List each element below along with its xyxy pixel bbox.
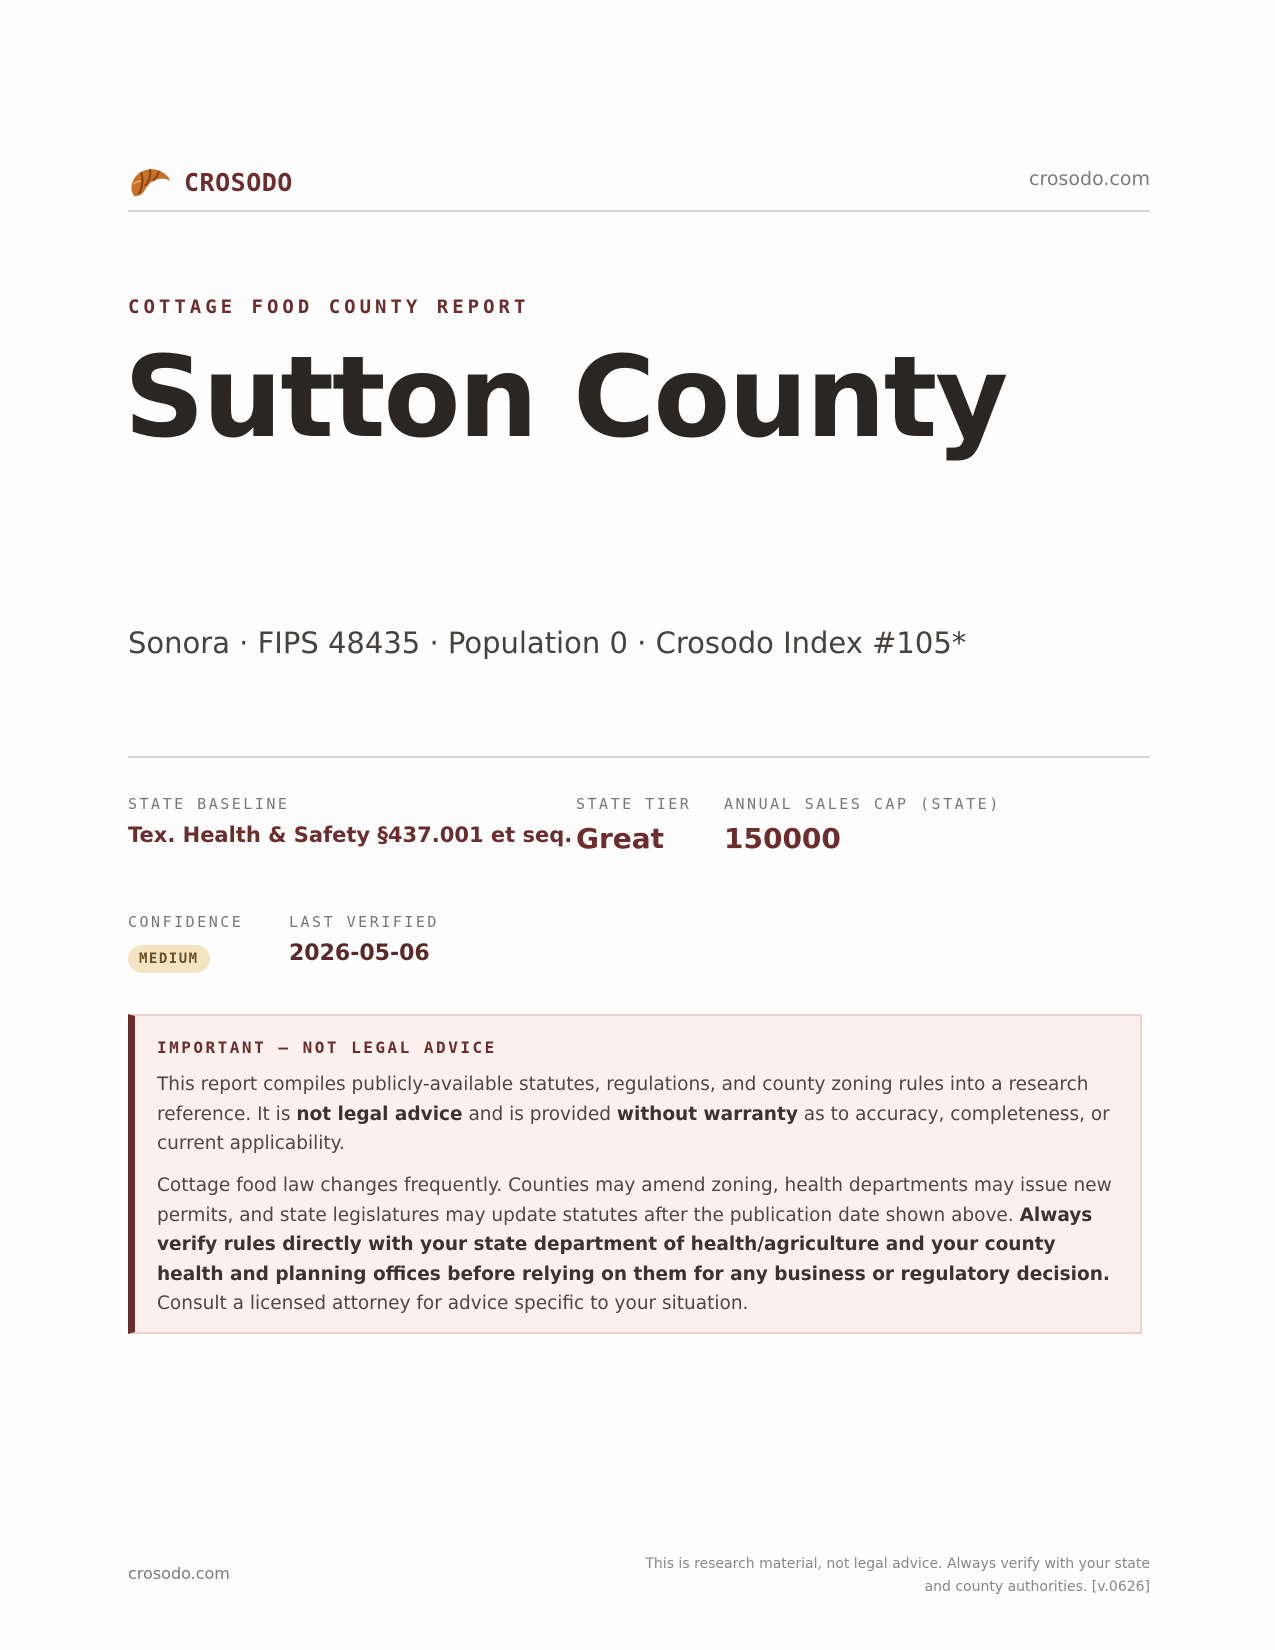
county-meta-line: Sonora · FIPS 48435 · Population 0 · Crosodo Index #105*	[128, 626, 967, 660]
croissant-icon	[128, 162, 172, 202]
confidence-label: CONFIDENCE	[128, 913, 244, 931]
state-tier-label: STATE TIER	[576, 795, 692, 813]
site-url[interactable]: crosodo.com	[1029, 168, 1150, 190]
section-divider	[128, 756, 1150, 758]
notice-p2-text-1: Cottage food law changes frequently. Counties may amend zoning, health departments may issue new permits, and state legislatures may update statutes after the publication date shown above.	[157, 1175, 1112, 1226]
notice-p2-text-2: Consult a licensed attorney for advice specific to your situation.	[157, 1293, 749, 1314]
state-tier-value: Great	[576, 822, 665, 855]
footer-disclaimer	[590, 1553, 1150, 1599]
footer-disclaimer-line-1: This is research material, not legal advice. Always verify with your state	[645, 1556, 1150, 1572]
brand[interactable]	[128, 162, 293, 202]
page-header	[128, 158, 1150, 212]
notice-p1-bold-2: without warranty	[616, 1103, 798, 1125]
brand-name: CROSODO	[184, 167, 293, 197]
notice-paragraph-1	[157, 1070, 1125, 1159]
annual-sales-cap-field	[724, 795, 1001, 855]
notice-title: IMPORTANT — NOT LEGAL ADVICE	[157, 1038, 497, 1057]
notice-p1-text-3: as to accuracy, completeness, or current applicability.	[157, 1103, 1110, 1154]
report-kicker: COTTAGE FOOD COUNTY REPORT	[128, 296, 530, 318]
report-page	[124, 0, 1150, 1650]
annual-sales-cap-value: 150000	[724, 822, 841, 855]
notice-p2-bold-1: Always verify rules directly with your state department of health/agriculture and your county health and planning offices before relying on them for any business or regulatory decision.	[157, 1204, 1110, 1285]
footer-disclaimer-line-2: and county authorities. [v.0626]	[924, 1579, 1150, 1595]
confidence-field	[128, 913, 243, 973]
county-title: Sutton County	[124, 333, 1007, 463]
notice-paragraph-2	[157, 1171, 1125, 1319]
state-baseline-field	[128, 795, 572, 847]
last-verified-label: LAST VERIFIED	[289, 913, 439, 931]
legal-notice	[128, 1014, 1142, 1334]
state-baseline-value: Tex. Health & Safety §437.001 et seq.	[128, 823, 573, 847]
state-tier-field	[576, 795, 691, 855]
state-baseline-label: STATE BASELINE	[128, 795, 290, 813]
confidence-badge: MEDIUM	[128, 945, 210, 973]
last-verified-field	[289, 913, 439, 966]
annual-sales-cap-label: ANNUAL SALES CAP (STATE)	[724, 795, 1001, 813]
notice-p1-bold-1: not legal advice	[296, 1103, 463, 1125]
last-verified-value: 2026-05-06	[289, 941, 430, 966]
notice-p1-text-1: This report compiles publicly-available statutes, regulations, and county zoning rules into a research reference. It is	[157, 1074, 1089, 1125]
notice-p1-text-2: and is provided	[462, 1103, 617, 1125]
footer-site-url[interactable]: crosodo.com	[128, 1564, 230, 1583]
